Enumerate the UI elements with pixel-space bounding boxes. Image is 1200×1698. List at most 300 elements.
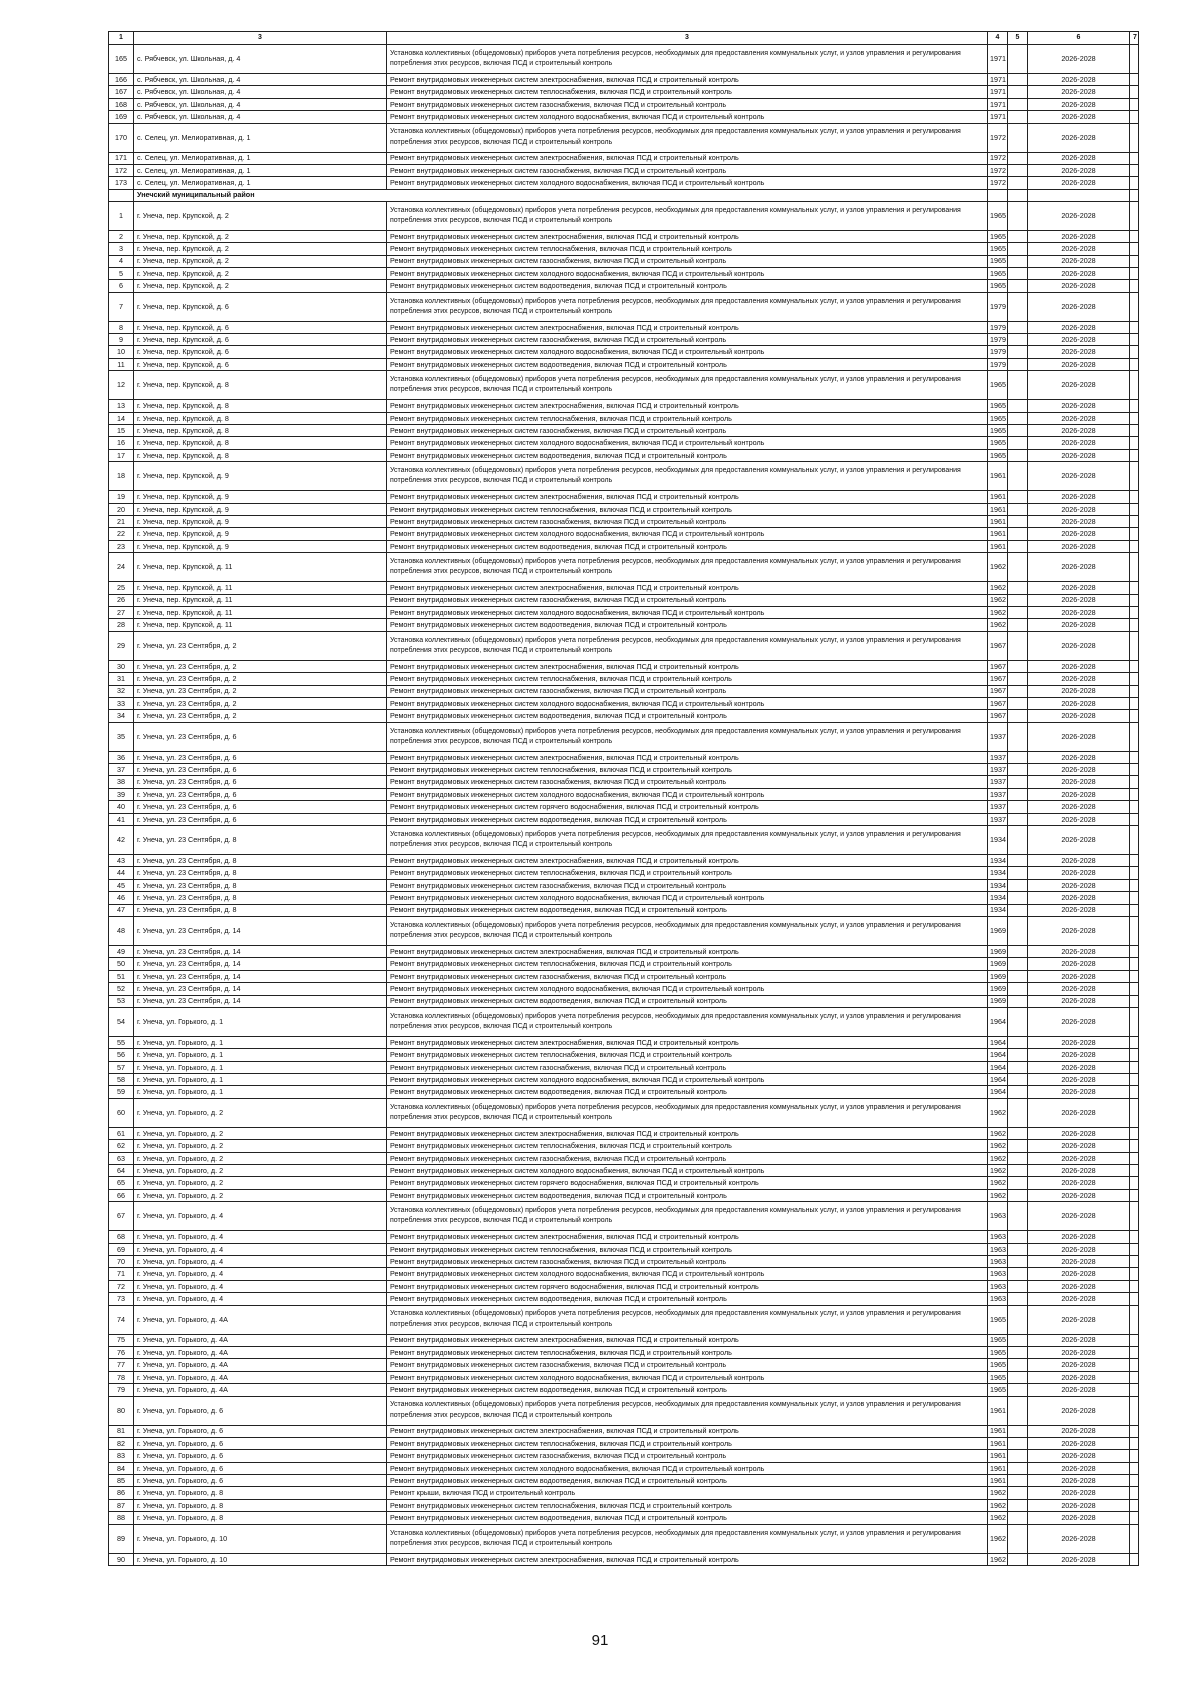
period-cell: 2026-2028 bbox=[1028, 1086, 1130, 1098]
empty-cell bbox=[1008, 437, 1028, 449]
year-cell: 1965 bbox=[988, 230, 1008, 242]
table-row bbox=[109, 1074, 1139, 1086]
table-row bbox=[109, 321, 1139, 333]
empty-cell bbox=[1130, 751, 1139, 763]
empty-cell bbox=[1008, 594, 1028, 606]
empty-cell bbox=[1130, 1098, 1139, 1127]
header-cell: 6 bbox=[1028, 32, 1130, 45]
row-number: 59 bbox=[109, 1086, 134, 1098]
address-cell: г. Унеча, ул. 23 Сентября, д. 6 bbox=[134, 722, 387, 751]
work-type-cell: Ремонт внутридомовых инженерных систем электроснабжения, включая ПСД и строительный контроль bbox=[387, 1425, 988, 1437]
work-type-cell: Ремонт внутридомовых инженерных систем водоотведения, включая ПСД и строительный контроль bbox=[387, 540, 988, 552]
header-cell: 1 bbox=[109, 32, 134, 45]
table-row bbox=[109, 346, 1139, 358]
table-row bbox=[109, 606, 1139, 618]
period-cell: 2026-2028 bbox=[1028, 1268, 1130, 1280]
empty-cell bbox=[1130, 1462, 1139, 1474]
period-cell: 2026-2028 bbox=[1028, 1293, 1130, 1305]
period-cell: 2026-2028 bbox=[1028, 267, 1130, 279]
year-cell: 1965 bbox=[988, 425, 1008, 437]
year-cell: 1962 bbox=[988, 1140, 1008, 1152]
empty-cell bbox=[1008, 1359, 1028, 1371]
table-row bbox=[109, 1475, 1139, 1487]
year-cell: 1971 bbox=[988, 74, 1008, 86]
table-row bbox=[109, 1036, 1139, 1048]
table-row bbox=[109, 1061, 1139, 1073]
period-cell: 2026-2028 bbox=[1028, 685, 1130, 697]
work-type-cell: Ремонт внутридомовых инженерных систем водоотведения, включая ПСД и строительный контроль bbox=[387, 995, 988, 1007]
work-type-cell: Ремонт внутридомовых инженерных систем горячего водоснабжения, включая ПСД и строительный контроль bbox=[387, 1280, 988, 1292]
table-row bbox=[109, 1049, 1139, 1061]
empty-cell bbox=[1130, 346, 1139, 358]
empty-cell bbox=[1130, 1396, 1139, 1425]
empty-cell bbox=[1008, 995, 1028, 1007]
empty-cell bbox=[1008, 631, 1028, 660]
table-row bbox=[109, 425, 1139, 437]
table-row bbox=[109, 813, 1139, 825]
table-row bbox=[109, 801, 1139, 813]
address-cell: г. Унеча, ул. 23 Сентября, д. 14 bbox=[134, 916, 387, 945]
repair-program-table bbox=[108, 31, 1139, 1566]
empty-cell bbox=[1130, 528, 1139, 540]
period-cell: 2026-2028 bbox=[1028, 904, 1130, 916]
period-cell: 2026-2028 bbox=[1028, 1231, 1130, 1243]
row-number: 16 bbox=[109, 437, 134, 449]
table-row bbox=[109, 1243, 1139, 1255]
address-cell: г. Унеча, ул. Горького, д. 4А bbox=[134, 1359, 387, 1371]
row-number: 170 bbox=[109, 123, 134, 152]
year-cell: 1979 bbox=[988, 334, 1008, 346]
year-cell bbox=[988, 189, 1008, 201]
row-number: 29 bbox=[109, 631, 134, 660]
table-row bbox=[109, 528, 1139, 540]
row-number: 33 bbox=[109, 697, 134, 709]
work-type-cell: Ремонт внутридомовых инженерных систем холодного водоснабжения, включая ПСД и строительный контроль bbox=[387, 177, 988, 189]
table-row bbox=[109, 1396, 1139, 1425]
table-row bbox=[109, 1437, 1139, 1449]
period-cell: 2026-2028 bbox=[1028, 1127, 1130, 1139]
address-cell: г. Унеча, пер. Крупской, д. 9 bbox=[134, 503, 387, 515]
empty-cell bbox=[1008, 540, 1028, 552]
table-row bbox=[109, 201, 1139, 230]
table-row bbox=[109, 1450, 1139, 1462]
empty-cell bbox=[1008, 449, 1028, 461]
empty-cell bbox=[1008, 1202, 1028, 1231]
work-type-cell: Ремонт внутридомовых инженерных систем холодного водоснабжения, включая ПСД и строительный контроль bbox=[387, 111, 988, 123]
empty-cell bbox=[1008, 1524, 1028, 1553]
period-cell: 2026-2028 bbox=[1028, 1152, 1130, 1164]
empty-cell bbox=[1130, 916, 1139, 945]
empty-cell bbox=[1130, 111, 1139, 123]
empty-cell bbox=[1008, 243, 1028, 255]
address-cell: с. Селец, ул. Мелиоративная, д. 1 bbox=[134, 177, 387, 189]
empty-cell bbox=[1008, 1293, 1028, 1305]
row-number: 32 bbox=[109, 685, 134, 697]
work-type-cell: Ремонт внутридомовых инженерных систем газоснабжения, включая ПСД и строительный контроль bbox=[387, 594, 988, 606]
empty-cell bbox=[1130, 1086, 1139, 1098]
empty-cell bbox=[1008, 425, 1028, 437]
header-cell: 3 bbox=[387, 32, 988, 45]
period-cell: 2026-2028 bbox=[1028, 1499, 1130, 1511]
year-cell: 1967 bbox=[988, 697, 1008, 709]
row-number: 17 bbox=[109, 449, 134, 461]
row-number: 8 bbox=[109, 321, 134, 333]
empty-cell bbox=[1008, 292, 1028, 321]
table-row bbox=[109, 660, 1139, 672]
table-row bbox=[109, 904, 1139, 916]
address-cell: г. Унеча, ул. 23 Сентября, д. 6 bbox=[134, 751, 387, 763]
table-row bbox=[109, 334, 1139, 346]
page-number: 91 bbox=[591, 1632, 609, 1649]
period-cell: 2026-2028 bbox=[1028, 631, 1130, 660]
period-cell: 2026-2028 bbox=[1028, 321, 1130, 333]
empty-cell bbox=[1008, 1396, 1028, 1425]
year-cell: 1961 bbox=[988, 503, 1008, 515]
address-cell: г. Унеча, ул. Горького, д. 8 bbox=[134, 1512, 387, 1524]
empty-cell bbox=[1130, 437, 1139, 449]
address-cell: г. Унеча, ул. Горького, д. 1 bbox=[134, 1049, 387, 1061]
year-cell: 1934 bbox=[988, 867, 1008, 879]
table-row bbox=[109, 1007, 1139, 1036]
period-cell: 2026-2028 bbox=[1028, 152, 1130, 164]
row-number: 81 bbox=[109, 1425, 134, 1437]
period-cell: 2026-2028 bbox=[1028, 280, 1130, 292]
empty-cell bbox=[1008, 152, 1028, 164]
row-number: 52 bbox=[109, 983, 134, 995]
row-number: 67 bbox=[109, 1202, 134, 1231]
table-row bbox=[109, 1202, 1139, 1231]
empty-cell bbox=[1008, 582, 1028, 594]
year-cell: 1965 bbox=[988, 1346, 1008, 1358]
table-row bbox=[109, 503, 1139, 515]
address-cell: г. Унеча, пер. Крупской, д. 8 bbox=[134, 400, 387, 412]
year-cell: 1964 bbox=[988, 1007, 1008, 1036]
row-number: 77 bbox=[109, 1359, 134, 1371]
address-cell: г. Унеча, ул. Горького, д. 4А bbox=[134, 1346, 387, 1358]
empty-cell bbox=[1008, 1007, 1028, 1036]
empty-cell bbox=[1008, 1036, 1028, 1048]
table-row bbox=[109, 582, 1139, 594]
year-cell: 1967 bbox=[988, 710, 1008, 722]
address-cell: г. Унеча, пер. Крупской, д. 2 bbox=[134, 230, 387, 242]
year-cell: 1963 bbox=[988, 1202, 1008, 1231]
row-number: 90 bbox=[109, 1553, 134, 1565]
work-type-cell: Ремонт внутридомовых инженерных систем холодного водоснабжения, включая ПСД и строительный контроль bbox=[387, 1074, 988, 1086]
table-row bbox=[109, 111, 1139, 123]
address-cell: г. Унеча, пер. Крупской, д. 11 bbox=[134, 619, 387, 631]
empty-cell bbox=[1130, 1346, 1139, 1358]
table-row bbox=[109, 983, 1139, 995]
address-cell: г. Унеча, ул. Горького, д. 1 bbox=[134, 1036, 387, 1048]
year-cell: 1962 bbox=[988, 606, 1008, 618]
address-cell: г. Унеча, ул. Горького, д. 4 bbox=[134, 1256, 387, 1268]
work-type-cell: Ремонт внутридомовых инженерных систем водоотведения, включая ПСД и строительный контроль bbox=[387, 358, 988, 370]
work-type-cell: Ремонт внутридомовых инженерных систем газоснабжения, включая ПСД и строительный контроль bbox=[387, 1152, 988, 1164]
period-cell: 2026-2028 bbox=[1028, 1371, 1130, 1383]
work-type-cell: Ремонт внутридомовых инженерных систем холодного водоснабжения, включая ПСД и строительный контроль bbox=[387, 983, 988, 995]
year-cell: 1967 bbox=[988, 685, 1008, 697]
work-type-cell: Ремонт внутридомовых инженерных систем электроснабжения, включая ПСД и строительный контроль bbox=[387, 751, 988, 763]
year-cell: 1961 bbox=[988, 1425, 1008, 1437]
year-cell: 1972 bbox=[988, 123, 1008, 152]
table-row bbox=[109, 867, 1139, 879]
year-cell: 1962 bbox=[988, 1487, 1008, 1499]
empty-cell bbox=[1130, 358, 1139, 370]
work-type-cell: Ремонт внутридомовых инженерных систем теплоснабжения, включая ПСД и строительный контроль bbox=[387, 764, 988, 776]
work-type-cell: Ремонт внутридомовых инженерных систем водоотведения, включая ПСД и строительный контроль bbox=[387, 449, 988, 461]
address-cell: г. Унеча, пер. Крупской, д. 2 bbox=[134, 201, 387, 230]
work-type-cell: Ремонт внутридомовых инженерных систем газоснабжения, включая ПСД и строительный контроль bbox=[387, 515, 988, 527]
table-row bbox=[109, 1256, 1139, 1268]
period-cell: 2026-2028 bbox=[1028, 1140, 1130, 1152]
address-cell: г. Унеча, пер. Крупской, д. 2 bbox=[134, 255, 387, 267]
work-type-cell: Ремонт внутридомовых инженерных систем холодного водоснабжения, включая ПСД и строительный контроль bbox=[387, 892, 988, 904]
empty-cell bbox=[1008, 346, 1028, 358]
year-cell: 1965 bbox=[988, 1359, 1008, 1371]
row-number: 35 bbox=[109, 722, 134, 751]
work-type-cell: Ремонт внутридомовых инженерных систем газоснабжения, включая ПСД и строительный контроль bbox=[387, 164, 988, 176]
empty-cell bbox=[1008, 606, 1028, 618]
period-cell: 2026-2028 bbox=[1028, 1177, 1130, 1189]
empty-cell bbox=[1130, 958, 1139, 970]
work-type-cell: Ремонт внутридомовых инженерных систем водоотведения, включая ПСД и строительный контроль bbox=[387, 619, 988, 631]
empty-cell bbox=[1008, 1487, 1028, 1499]
row-number: 80 bbox=[109, 1396, 134, 1425]
address-cell: г. Унеча, ул. Горького, д. 1 bbox=[134, 1074, 387, 1086]
address-cell: г. Унеча, ул. Горького, д. 1 bbox=[134, 1007, 387, 1036]
empty-cell bbox=[1130, 1074, 1139, 1086]
row-number: 15 bbox=[109, 425, 134, 437]
address-cell: г. Унеча, ул. Горького, д. 2 bbox=[134, 1152, 387, 1164]
empty-cell bbox=[1130, 449, 1139, 461]
empty-cell bbox=[1008, 1243, 1028, 1255]
period-cell: 2026-2028 bbox=[1028, 334, 1130, 346]
address-cell: г. Унеча, пер. Крупской, д. 9 bbox=[134, 462, 387, 491]
period-cell: 2026-2028 bbox=[1028, 177, 1130, 189]
work-type-cell: Ремонт внутридомовых инженерных систем водоотведения, включая ПСД и строительный контроль bbox=[387, 1384, 988, 1396]
row-number: 65 bbox=[109, 1177, 134, 1189]
row-number: 31 bbox=[109, 673, 134, 685]
work-type-cell: Ремонт внутридомовых инженерных систем электроснабжения, включая ПСД и строительный контроль bbox=[387, 1334, 988, 1346]
work-type-cell: Ремонт внутридомовых инженерных систем водоотведения, включая ПСД и строительный контроль bbox=[387, 1189, 988, 1201]
empty-cell bbox=[1130, 764, 1139, 776]
work-type-cell: Ремонт внутридомовых инженерных систем горячего водоснабжения, включая ПСД и строительный контроль bbox=[387, 801, 988, 813]
empty-cell bbox=[1130, 594, 1139, 606]
year-cell: 1962 bbox=[988, 1499, 1008, 1511]
year-cell: 1961 bbox=[988, 515, 1008, 527]
year-cell: 1964 bbox=[988, 1086, 1008, 1098]
address-cell: с. Рябчевск, ул. Школьная, д. 4 bbox=[134, 98, 387, 110]
period-cell: 2026-2028 bbox=[1028, 813, 1130, 825]
year-cell: 1963 bbox=[988, 1293, 1008, 1305]
year-cell: 1965 bbox=[988, 371, 1008, 400]
table-row bbox=[109, 540, 1139, 552]
address-cell: г. Унеча, ул. 23 Сентября, д. 6 bbox=[134, 788, 387, 800]
period-cell: 2026-2028 bbox=[1028, 1450, 1130, 1462]
period-cell: 2026-2028 bbox=[1028, 1036, 1130, 1048]
district-number-cell bbox=[109, 189, 134, 201]
year-cell: 1965 bbox=[988, 1371, 1008, 1383]
year-cell: 1965 bbox=[988, 412, 1008, 424]
empty-cell bbox=[1130, 1305, 1139, 1334]
work-type-cell: Установка коллективных (общедомовых) приборов учета потребления ресурсов, необходимых для предоставления коммунальных услуг, и узлов управления и регулирования потребления этих ресурсов, включая ПСД и строительный контроль bbox=[387, 292, 988, 321]
work-type-cell: Установка коллективных (общедомовых) приборов учета потребления ресурсов, необходимых для предоставления коммунальных услуг, и узлов управления и регулирования потребления этих ресурсов, включая ПСД и строительный контроль bbox=[387, 123, 988, 152]
table-row bbox=[109, 1098, 1139, 1127]
year-cell: 1967 bbox=[988, 660, 1008, 672]
period-cell: 2026-2028 bbox=[1028, 74, 1130, 86]
empty-cell bbox=[1130, 801, 1139, 813]
empty-cell bbox=[1130, 995, 1139, 1007]
empty-cell bbox=[1008, 1127, 1028, 1139]
empty-cell bbox=[1130, 892, 1139, 904]
empty-cell bbox=[1008, 722, 1028, 751]
year-cell: 1969 bbox=[988, 945, 1008, 957]
work-type-cell: Ремонт внутридомовых инженерных систем газоснабжения, включая ПСД и строительный контроль bbox=[387, 1359, 988, 1371]
table-row bbox=[109, 358, 1139, 370]
table-row bbox=[109, 673, 1139, 685]
empty-cell bbox=[1008, 1553, 1028, 1565]
address-cell: г. Унеча, ул. Горького, д. 4 bbox=[134, 1243, 387, 1255]
empty-cell bbox=[1008, 1074, 1028, 1086]
period-cell: 2026-2028 bbox=[1028, 945, 1130, 957]
document-sheet bbox=[108, 31, 1138, 1566]
empty-cell bbox=[1130, 1202, 1139, 1231]
row-number: 37 bbox=[109, 764, 134, 776]
work-type-cell: Ремонт внутридомовых инженерных систем теплоснабжения, включая ПСД и строительный контроль bbox=[387, 86, 988, 98]
address-cell: г. Унеча, ул. 23 Сентября, д. 6 bbox=[134, 776, 387, 788]
year-cell: 1962 bbox=[988, 1165, 1008, 1177]
row-number: 169 bbox=[109, 111, 134, 123]
table-row bbox=[109, 879, 1139, 891]
empty-cell bbox=[1130, 1499, 1139, 1511]
work-type-cell: Ремонт внутридомовых инженерных систем электроснабжения, включая ПСД и строительный контроль bbox=[387, 660, 988, 672]
address-cell: с. Рябчевск, ул. Школьная, д. 4 bbox=[134, 74, 387, 86]
work-type-cell: Ремонт внутридомовых инженерных систем электроснабжения, включая ПСД и строительный контроль bbox=[387, 1553, 988, 1565]
empty-cell bbox=[1130, 152, 1139, 164]
empty-cell bbox=[1130, 1524, 1139, 1553]
work-type-cell: Ремонт внутридомовых инженерных систем водоотведения, включая ПСД и строительный контроль bbox=[387, 904, 988, 916]
address-cell: г. Унеча, ул. Горького, д. 6 bbox=[134, 1450, 387, 1462]
period-cell: 2026-2028 bbox=[1028, 45, 1130, 74]
empty-cell bbox=[1008, 86, 1028, 98]
work-type-cell: Ремонт внутридомовых инженерных систем теплоснабжения, включая ПСД и строительный контроль bbox=[387, 867, 988, 879]
row-number: 51 bbox=[109, 970, 134, 982]
table-row bbox=[109, 1086, 1139, 1098]
row-number: 41 bbox=[109, 813, 134, 825]
period-cell: 2026-2028 bbox=[1028, 867, 1130, 879]
row-number: 43 bbox=[109, 855, 134, 867]
work-type-cell: Ремонт внутридомовых инженерных систем водоотведения, включая ПСД и строительный контроль bbox=[387, 1512, 988, 1524]
row-number: 28 bbox=[109, 619, 134, 631]
work-type-cell: Ремонт внутридомовых инженерных систем горячего водоснабжения, включая ПСД и строительный контроль bbox=[387, 1177, 988, 1189]
table-row bbox=[109, 1371, 1139, 1383]
table-row bbox=[109, 826, 1139, 855]
work-type-cell: Ремонт внутридомовых инженерных систем водоотведения, включая ПСД и строительный контроль bbox=[387, 1293, 988, 1305]
work-type-cell: Ремонт внутридомовых инженерных систем водоотведения, включая ПСД и строительный контроль bbox=[387, 1475, 988, 1487]
address-cell: г. Унеча, пер. Крупской, д. 8 bbox=[134, 437, 387, 449]
work-type-cell: Ремонт внутридомовых инженерных систем теплоснабжения, включая ПСД и строительный контроль bbox=[387, 1049, 988, 1061]
empty-cell bbox=[1008, 788, 1028, 800]
address-cell: г. Унеча, ул. Горького, д. 4 bbox=[134, 1268, 387, 1280]
year-cell: 1963 bbox=[988, 1256, 1008, 1268]
empty-cell bbox=[1130, 904, 1139, 916]
empty-cell bbox=[1008, 892, 1028, 904]
period-cell: 2026-2028 bbox=[1028, 1512, 1130, 1524]
address-cell: г. Унеча, ул. Горького, д. 2 bbox=[134, 1098, 387, 1127]
row-number: 89 bbox=[109, 1524, 134, 1553]
work-type-cell: Ремонт внутридомовых инженерных систем электроснабжения, включая ПСД и строительный контроль bbox=[387, 74, 988, 86]
year-cell: 1965 bbox=[988, 255, 1008, 267]
period-cell: 2026-2028 bbox=[1028, 916, 1130, 945]
row-number: 50 bbox=[109, 958, 134, 970]
address-cell: г. Унеча, ул. Горького, д. 6 bbox=[134, 1425, 387, 1437]
empty-cell bbox=[1008, 697, 1028, 709]
period-cell: 2026-2028 bbox=[1028, 1256, 1130, 1268]
empty-cell bbox=[1130, 540, 1139, 552]
year-cell: 1961 bbox=[988, 540, 1008, 552]
empty-cell bbox=[1008, 751, 1028, 763]
empty-cell bbox=[1130, 619, 1139, 631]
year-cell: 1962 bbox=[988, 1127, 1008, 1139]
work-type-cell: Ремонт внутридомовых инженерных систем электроснабжения, включая ПСД и строительный контроль bbox=[387, 491, 988, 503]
row-number: 25 bbox=[109, 582, 134, 594]
row-number: 70 bbox=[109, 1256, 134, 1268]
empty-cell bbox=[1130, 1487, 1139, 1499]
empty-cell bbox=[1130, 1371, 1139, 1383]
period-cell: 2026-2028 bbox=[1028, 606, 1130, 618]
row-number: 58 bbox=[109, 1074, 134, 1086]
year-cell: 1965 bbox=[988, 267, 1008, 279]
empty-cell bbox=[1008, 958, 1028, 970]
work-type-cell: Ремонт внутридомовых инженерных систем теплоснабжения, включая ПСД и строительный контроль bbox=[387, 1437, 988, 1449]
header-cell: 4 bbox=[988, 32, 1008, 45]
period-cell: 2026-2028 bbox=[1028, 970, 1130, 982]
address-cell: с. Селец, ул. Мелиоративная, д. 1 bbox=[134, 152, 387, 164]
table-row bbox=[109, 1127, 1139, 1139]
work-type-cell: Ремонт внутридомовых инженерных систем холодного водоснабжения, включая ПСД и строительный контроль bbox=[387, 1165, 988, 1177]
row-number: 45 bbox=[109, 879, 134, 891]
address-cell: г. Унеча, пер. Крупской, д. 9 bbox=[134, 515, 387, 527]
row-number: 26 bbox=[109, 594, 134, 606]
table-row bbox=[109, 1177, 1139, 1189]
work-type-cell: Ремонт внутридомовых инженерных систем водоотведения, включая ПСД и строительный контроль bbox=[387, 1086, 988, 1098]
row-number: 66 bbox=[109, 1189, 134, 1201]
table-row bbox=[109, 1152, 1139, 1164]
year-cell: 1971 bbox=[988, 111, 1008, 123]
address-cell: г. Унеча, ул. 23 Сентября, д. 14 bbox=[134, 945, 387, 957]
empty-cell bbox=[1130, 945, 1139, 957]
address-cell: г. Унеча, пер. Крупской, д. 8 bbox=[134, 425, 387, 437]
period-cell bbox=[1028, 189, 1130, 201]
work-type-cell: Ремонт внутридомовых инженерных систем газоснабжения, включая ПСД и строительный контроль bbox=[387, 255, 988, 267]
address-cell: г. Унеча, ул. 23 Сентября, д. 2 bbox=[134, 685, 387, 697]
empty-cell bbox=[1130, 164, 1139, 176]
year-cell: 1961 bbox=[988, 462, 1008, 491]
year-cell: 1969 bbox=[988, 970, 1008, 982]
empty-cell bbox=[1008, 945, 1028, 957]
table-row bbox=[109, 916, 1139, 945]
period-cell: 2026-2028 bbox=[1028, 86, 1130, 98]
period-cell: 2026-2028 bbox=[1028, 292, 1130, 321]
table-row bbox=[109, 945, 1139, 957]
table-row bbox=[109, 1268, 1139, 1280]
row-number: 88 bbox=[109, 1512, 134, 1524]
row-number: 61 bbox=[109, 1127, 134, 1139]
empty-cell bbox=[1008, 1098, 1028, 1127]
table-row bbox=[109, 371, 1139, 400]
table-row bbox=[109, 123, 1139, 152]
work-type-cell: Ремонт внутридомовых инженерных систем холодного водоснабжения, включая ПСД и строительный контроль bbox=[387, 267, 988, 279]
